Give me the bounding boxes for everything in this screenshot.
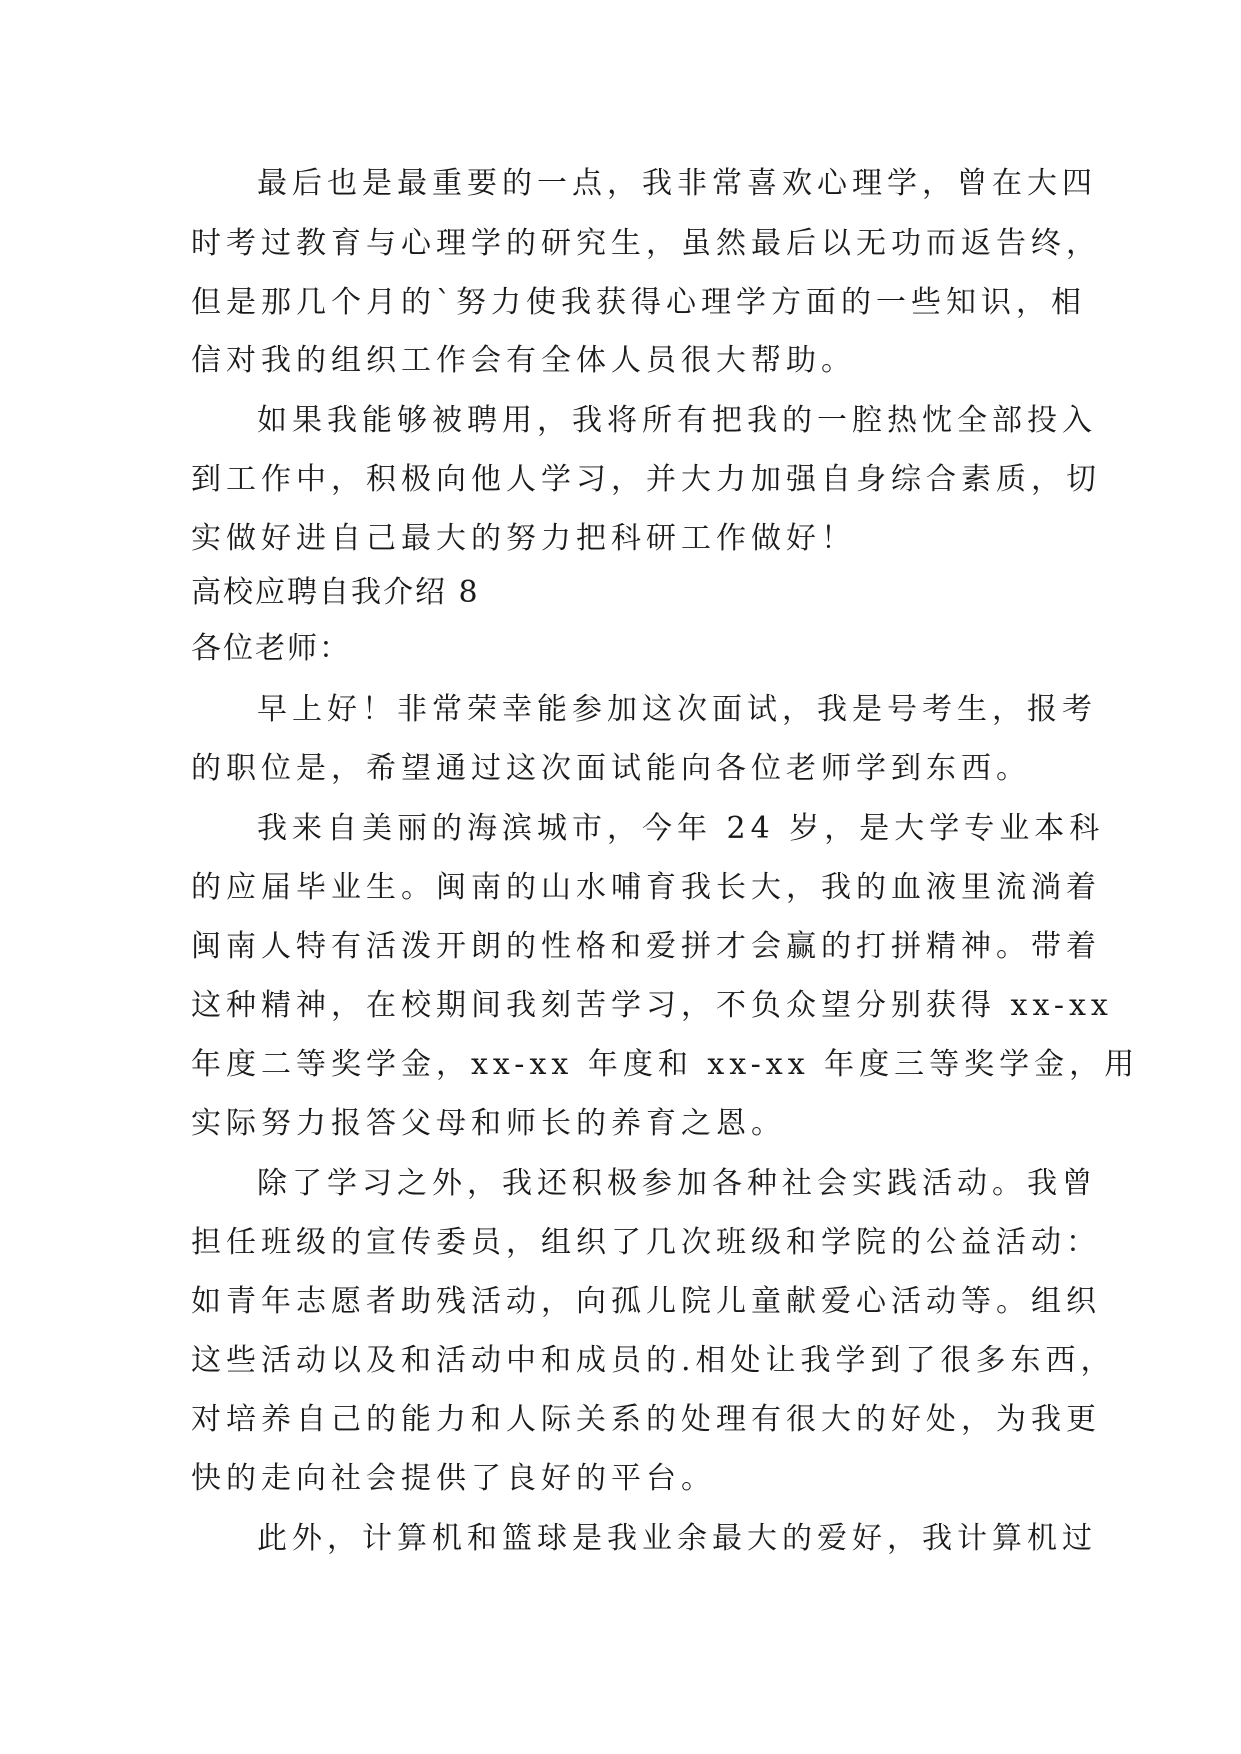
paragraph-line: 到工作中，积极向他人学习，并大力加强自身综合素质，切 (191, 462, 1101, 497)
paragraph-line: 我来自美丽的海滨城市，今年 24 岁，是大学专业本科 (257, 811, 1105, 846)
paragraph-line: 早上好！非常荣幸能参加这次面试，我是号考生，报考 (257, 692, 1097, 727)
paragraph-line: 但是那几个月的`努力使我获得心理学方面的一些知识，相 (191, 285, 1086, 320)
paragraph-line: 的应届毕业生。闽南的山水哺育我长大，我的血液里流淌着 (191, 870, 1101, 905)
paragraph-line: 除了学习之外，我还积极参加各种社会实践活动。我曾 (257, 1166, 1097, 1201)
section-heading: 高校应聘自我介绍 8 (191, 575, 480, 610)
paragraph-line: 这些活动以及和活动中和成员的.相处让我学到了很多东西， (191, 1343, 1116, 1378)
paragraph-line: 最后也是最重要的一点，我非常喜欢心理学，曾在大四 (257, 166, 1097, 201)
paragraph-line: 如青年志愿者助残活动，向孤儿院儿童献爱心活动等。组织 (191, 1284, 1101, 1319)
paragraph-line: 如果我能够被聘用，我将所有把我的一腔热忱全部投入 (257, 403, 1097, 438)
paragraph-line: 闽南人特有活泼开朗的性格和爱拼才会赢的打拼精神。带着 (191, 929, 1101, 964)
paragraph-line: 这种精神，在校期间我刻苦学习，不负众望分别获得 xx-xx (191, 988, 1113, 1023)
paragraph-line: 实际努力报答父母和师长的养育之恩。 (191, 1106, 786, 1141)
paragraph-line: 实做好进自己最大的努力把科研工作做好！ (191, 521, 856, 556)
salutation: 各位老师： (191, 631, 351, 666)
paragraph-line: 时考过教育与心理学的研究生，虽然最后以无功而返告终， (191, 226, 1101, 261)
paragraph-line: 对培养自己的能力和人际关系的处理有很大的好处，为我更 (191, 1402, 1101, 1437)
paragraph-line: 快的走向社会提供了良好的平台。 (191, 1461, 716, 1496)
paragraph-line: 信对我的组织工作会有全体人员很大帮助。 (191, 343, 856, 378)
paragraph-line: 担任班级的宣传委员，组织了几次班级和学院的公益活动： (191, 1225, 1101, 1260)
paragraph-line: 的职位是，希望通过这次面试能向各位老师学到东西。 (191, 751, 1031, 786)
paragraph-line: 此外，计算机和篮球是我业余最大的爱好，我计算机过 (257, 1521, 1097, 1556)
paragraph-line: 年度二等奖学金，xx-xx 年度和 xx-xx 年度三等奖学金，用 (191, 1047, 1140, 1082)
